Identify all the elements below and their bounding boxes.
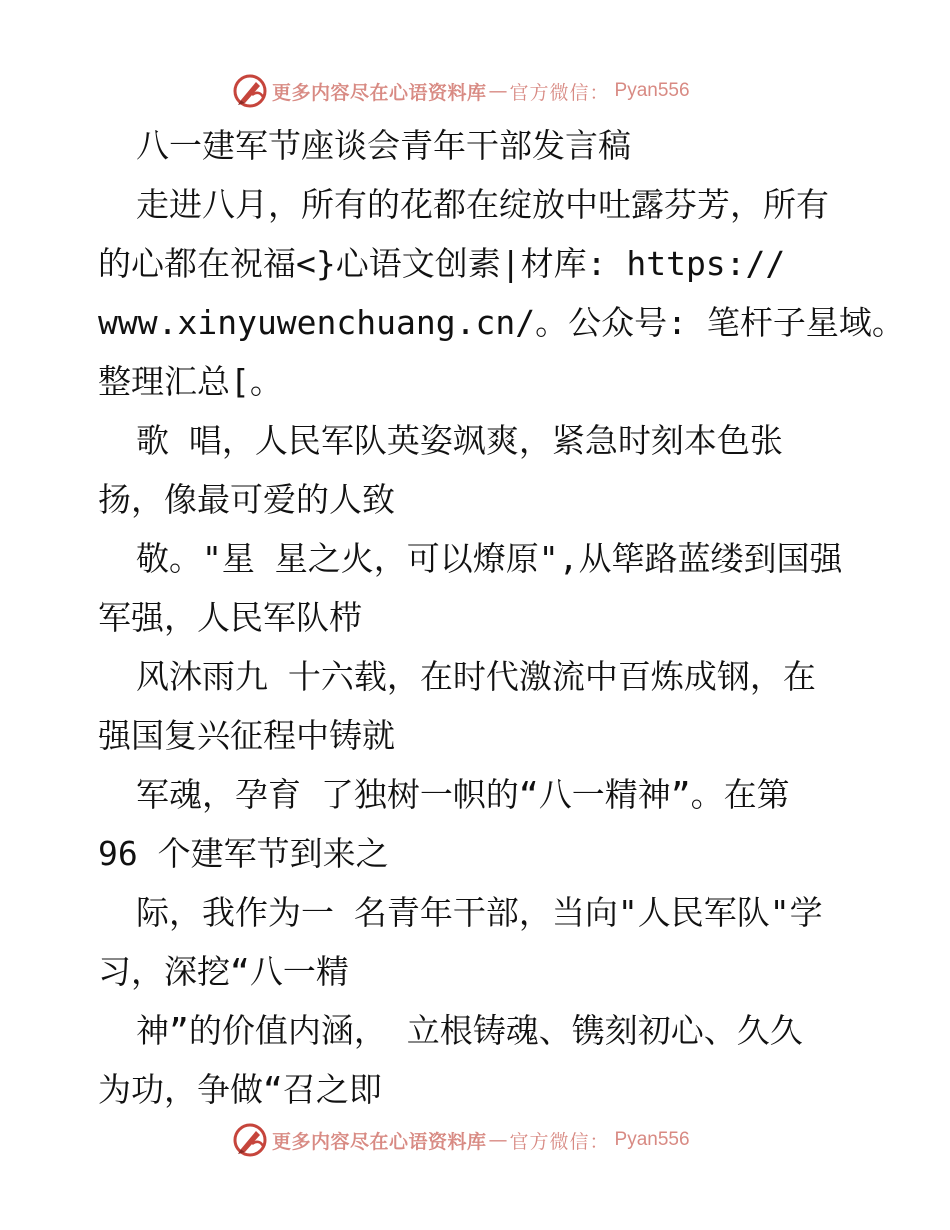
text-line: 军强，人民军队栉 bbox=[98, 598, 362, 637]
watermark-wechat-id: Pyan556 bbox=[614, 80, 690, 101]
watermark-header bbox=[232, 71, 690, 111]
document-title: 八一建军节座谈会青年干部发言稿 bbox=[136, 126, 631, 165]
watermark-site-text: 更多内容尽在心语资料库 bbox=[272, 81, 487, 104]
text-line: 整理汇总[。 bbox=[98, 362, 283, 401]
pen-logo-icon bbox=[232, 1122, 268, 1158]
text-line: 习，深挖“八一精 bbox=[98, 952, 349, 991]
watermark-colon: ： bbox=[589, 1130, 609, 1153]
text-line: 军魂，孕育 了独树一帜的“八一精神”。在第 bbox=[136, 775, 790, 814]
text-line: 际，我作为一 名青年干部，当向"人民军队"学 bbox=[136, 893, 823, 932]
watermark-footer bbox=[232, 1120, 690, 1160]
watermark-wechat-id: Pyan556 bbox=[614, 1129, 690, 1150]
text-line: 扬，像最可爱的人致 bbox=[98, 480, 395, 519]
pen-logo-icon bbox=[232, 73, 268, 109]
text-line: 神”的价值内涵， 立根铸魂、镌刻初心、久久 bbox=[136, 1011, 803, 1050]
text-line: 风沐雨九 十六载，在时代激流中百炼成钢，在 bbox=[136, 657, 816, 696]
text-line: 的心都在祝福<}心语文创素|材库: https:// bbox=[98, 244, 786, 283]
watermark-site-text: 更多内容尽在心语资料库 bbox=[272, 1130, 487, 1153]
text-line: 敬。"星 星之火，可以燎原",从筚路蓝缕到国强 bbox=[136, 539, 843, 578]
document-body bbox=[98, 116, 905, 1119]
watermark-wechat-label: 官方微信 bbox=[509, 1130, 590, 1153]
watermark-dash: — bbox=[488, 1129, 508, 1151]
text-line: www.xinyuwenchuang.cn/。公众号: 笔杆子星域。 bbox=[98, 303, 905, 342]
text-line: 歌 唱，人民军队英姿飒爽，紧急时刻本色张 bbox=[136, 421, 783, 460]
text-line: 强国复兴征程中铸就 bbox=[98, 716, 395, 755]
watermark-dash: — bbox=[488, 80, 508, 102]
text-line: 为功，争做“召之即 bbox=[98, 1070, 382, 1109]
text-line: 96 个建军节到来之 bbox=[98, 834, 389, 873]
text-line: 走进八月，所有的花都在绽放中吐露芬芳，所有 bbox=[136, 185, 829, 224]
watermark-wechat-label: 官方微信 bbox=[509, 81, 590, 104]
watermark-colon: ： bbox=[589, 81, 609, 104]
